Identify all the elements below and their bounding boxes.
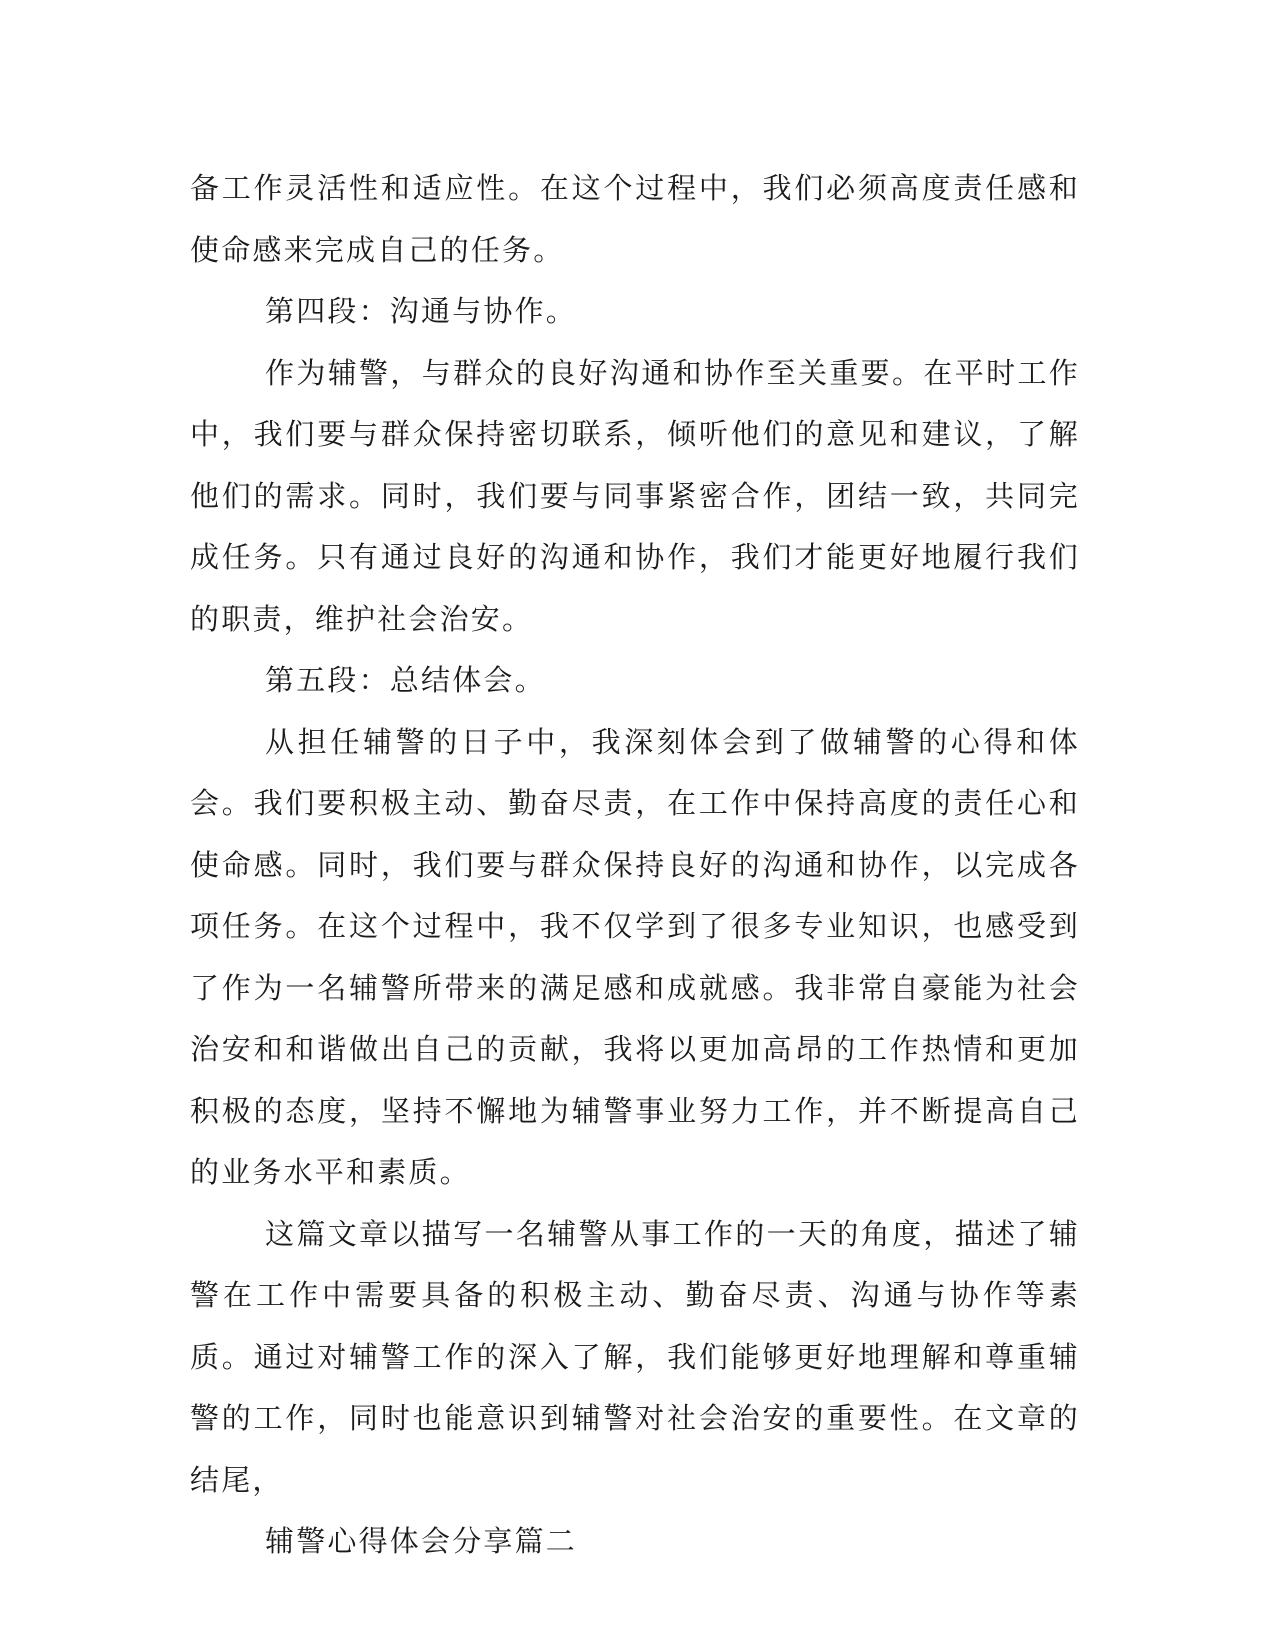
paragraph-communication: 作为辅警，与群众的良好沟通和协作至关重要。在平时工作中，我们要与群众保持密切联系，倾听他们的意见和建议，了解他们的需求。同时，我们要与同事紧密合作，团结一致，共同完成任务。只有通过良好的沟通和协作，我们才能更好地履行我们的职责，维护社会治安。 <box>190 355 1080 636</box>
paragraph-summary: 从担任辅警的日子中，我深刻体会到了做辅警的心得和体会。我们要积极主动、勤奋尽责，在工作中保持高度的责任心和使命感。同时，我们要与群众保持良好的沟通和协作，以完成各项任务。在这个过程中，我不仅学到了很多专业知识，也感受到了作为一名辅警所带来的满足感和成就感。我非常自豪能为社会治安和和谐做出自己的贡献，我将以更加高昂的工作热情和更加积极的态度，坚持不懈地为辅警事业努力工作，并不断提高自己的业务水平和素质。 <box>190 724 1080 1189</box>
section-heading-4: 第四段：沟通与协作。 <box>265 294 578 328</box>
section-heading-5: 第五段：总结体会。 <box>265 663 546 697</box>
paragraph-continuation: 备工作灵活性和适应性。在这个过程中，我们必须高度责任感和使命感来完成自己的任务。 <box>190 171 1080 267</box>
document-body <box>190 158 1080 1573</box>
paragraph-article-review: 这篇文章以描写一名辅警从事工作的一天的角度，描述了辅警在工作中需要具备的积极主动、勤奋尽责、沟通与协作等素质。通过对辅警工作的深入了解，我们能够更好地理解和尊重辅警的工作，同时也能意识到辅警对社会治安的重要性。在文章的结尾， <box>190 1216 1080 1497</box>
next-article-title: 辅警心得体会分享篇二 <box>265 1524 578 1558</box>
